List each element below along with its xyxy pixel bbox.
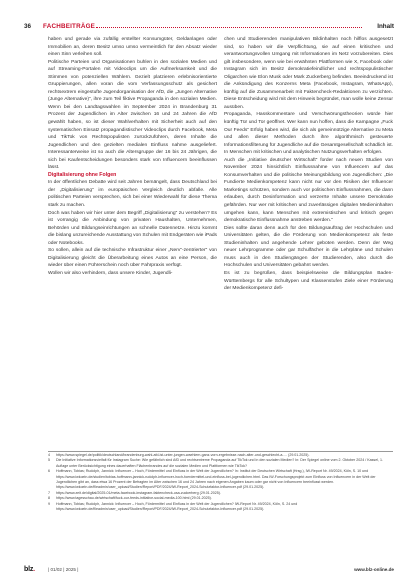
right-column (224, 36, 393, 293)
contents-link[interactable]: Inhalt (377, 23, 394, 30)
paragraph: Es ist zu begrüßen, dass beispielsweise die Bildungsplan Baden-Württembergs für alle Schultypen und Klassenstufen Ziele einer Förderung der Medienkompetenz defi- (224, 270, 393, 292)
footnote-number: 7 (48, 490, 50, 495)
footnote-text[interactable]: https://www.tagesschau.de/wirtschaft/fuck-our-feeds-initiative-social-media-100.html (29.01.2025). (56, 496, 212, 501)
paragraph: So sollen, allein auf die technische Infrastruktur einer „Nerv“-zentrierter“ von Digitalisierung gleicht die Überarbeitung eines Autos an eine Person, die wieder über einen Führerschein noch über Fahrpraxis verfügt. (48, 248, 217, 269)
website-link[interactable]: www.blz-online.de (354, 567, 394, 572)
logo-text: blz (24, 566, 34, 573)
section-title: FACHBEITRÄGE (43, 23, 96, 30)
header-divider (96, 27, 362, 28)
paragraph: chen und Studierenden manipulativen Bildinhalten noch hilflos ausgesetzt sind, so haben wir die Verpflichtung, sie auf einen kritischen und verantwortungsvollen Umgang mit Informationen im Netz vorzubereiten. Dies gilt insbesondere, wenn wie bei erwähnten Plattformen wie X, Facebook oder Instagram sich im Besitz demokratiefeindlicher und rechtspopulistischer Oligarchen wie Elon Musk oder Mark Zuckerberg befinden. Beeindruckend ist die Ankündigung des Konzerns Meta (Facebook, Instagram, WhatsApp), künftig auf die Zusammenarbeit mit Faktencheck-Redaktionen zu verzichten. Diese Entscheidung wird mit dem Hinweis begründet, man wolle keine Zensur ausüben. (224, 37, 393, 110)
page-header (24, 22, 394, 32)
page-number: 36 (24, 23, 32, 30)
subheading: Digitalisierung ohne Folgen (48, 171, 117, 178)
issue-info: | 01/02 | 2025 | (48, 567, 79, 572)
paragraph: Auch die „Initiative deutscher Wirtschaft“ forder nach neuen Studien von November 2024 hinsichtlich Einflussnahme von Influencern auf das Konsumverhalten und die politische Meinungsbildung von Jugendlichen: „Die Fundierte Medienkompetenz kann nicht nur vor den Risiken der Influencer Marketings schützen, sondern auch vor politischen Einflussnahmen, die dann erlauben, durch Desinformation und verzerrte Inhalte unsere Demokratie gefährden. Nur wer mit kritischen und zuverlässigen digitalen Medieninhalten umgehen kann, kann Menschen mit extremistischen und kritisch gegen demokratische Einflussnahme anstreben werden.“ (224, 157, 393, 224)
footnote (48, 469, 393, 485)
footnote-text[interactable]: https://www.iwkoeln.de/fileadmin/user_upload/Studien/Report/PDF/2024/IW-Report_2024-Schutzfaktor-Influencer.pdf (29.01.2025). (56, 507, 265, 512)
paragraph: Dies sollte daran denn auch für den Bildungsauftrag der Hochschulen und Universitäten gelten, die die Förderung von Medienkompetenz als feste Studieninhalten und angehende Lehrer geboten werden. Denn der Weg neuer Lehrprogramme oder gar Schulfächer in die Lehrpläne und Schulen muss auch in den Studiengängen der Studierenden, also durch die Hochschulen und Universitäten gebahnt werden. (224, 225, 393, 269)
footnote-text[interactable]: Hoffmann, Tobias; Rudolph, Jannick: Influencer – Hoch, Fördermittel und Einfluss in der Welt der Jugendlichen? In: Institut der Deutschen Wirtschaft (Hrsg.), IW-Report Nr. 49/2024, Köln, S. 10 und https://www.iwkoeln.de/studien/tobias-hoffmann-jannick-rudolph-influencer-hoch-foerdermittel-und-einfluss-bei-jugendlichen.html. Das IW-Forschungsprojekt zum Einfluss von Influencern in der Welt der Jugendlichen gibt an, dass etwa 16 Prozent der Befragten im Alter zwischen 16 und 24 Jahren nach eigenen Angaben kaum oder gar nicht von Influencern beeinflusst werden. (56, 469, 376, 485)
paragraph: In der öffentlichen Debatte wird seit Jahren bemängelt, dass Deutschland bei der „Digitalisierung“ im europäischen Vergleich deutlich abfalle. Alle politischen Parteien versprechen, sich bei einer Wiederwahl für diese Thema stark zu machen. (48, 180, 217, 209)
paragraph: Doch was haben wir hier unter dem Begriff „Digitalisierung“ zu verstehen? Es ist vorrangig die Anbindung von privaten Haushalten, Unternehmen, Behörden und Bildungseinrichtungen an schnelle Datennetze. Hinzu kommt die bislang unzureichende Ausstattung von Schulen mit Endgeräten wie iPads oder Notebooks. (48, 210, 217, 246)
footnote-number: 5 (48, 458, 50, 463)
footnote-number: 6 (48, 469, 50, 474)
footnote-number: 4 (48, 453, 50, 457)
left-column (48, 36, 217, 278)
footnote-text[interactable]: https://www.iwkoeln.de/fileadmin/user_upload/Studien/Report/PDF/2024/IW-Report_2024-Schutzfaktor-Influencer.pdf (29.01.2025). (56, 485, 265, 490)
footnote-text: Hoffmann, Tobias; Rudolph, Jannick: Influencer – Hoch, Fördermittel und Einfluss in der Welt der Jugendlichen? IW-Report Nr. 49/2024, Köln, S. 24 und (56, 501, 298, 506)
footnote-number: 8 (48, 496, 50, 501)
footnote (48, 507, 393, 512)
footnote-text: Die Initiative Informationsvielfalt für Instagram Suche: Wie gefährlich sind AfD und rechtsextreme Propaganda auf TikTok und in den sozialen Medien? In: Der Spiegel online vom 2. Oktober 2024 / Kassel, 1. Auflage unter Berücksichtigung eines dauerhaften Flächenbrandes auf die sozialen Medien und Plattformen wie TikTok? (56, 458, 384, 468)
page-footer (24, 565, 394, 575)
paragraph: Politische Parteien und Organisationen buhlen in den sozialen Medien und auf Streaming-Portalen mit Videoclips um die Aufmerksamkeit und die Stimmen von potenziellen Wählern. Gezielt platzieren erlebnisorientierte Gruppierungen, allen voran die vom Verfassungsschutz als gesichert rechtsextrem eingestufte Jugendorganisation der AfD, die „Jungen Alternative (Junge Alternative)“, ihre zum Teil fiktive Propaganda in den sozialen Medien. Wenn bei den Landtagswahlen im September 2024 in Brandenburg 31 Prozent der Jugendlichen im Alter zwischen 16 und 24 Jahren die AfD gewählt haben, so ist dieser Wahlverhalten mit Sicherheit auch auf den systematischen Einsatz propagandistischer Videoclips durch Facebook, Meta und TikTok von Rechtspopulisten zurückzuführen, deren Inhalte die Jugendlichen und den gezielten medialen Einfluss nahme ausgeliefert. Interessanterweise ist so auch die Altersgruppe der 16 bis 24 Jährigen, die sich bei Kaufentscheidungen besonders stark von Influencern beeinflussen lässt. (48, 59, 217, 171)
paragraph: Wollen wir also verhindern, dass unsere Kinder, Jugendli- (48, 270, 173, 276)
footnote-number: 9 (48, 501, 50, 506)
footnotes (48, 453, 393, 512)
blz-logo (24, 565, 35, 575)
footnote-divider (48, 451, 393, 452)
logo-dot: . (33, 566, 35, 573)
footnote-text[interactable]: https://www.spiegel.de/politik/deutschland/brandenburg-wahl-afd-ist-unter-jungen-waehlern-ganz-vorn-ergebnisse-nach-alter-und-geschlecht-a-… (29.01.2025). (56, 453, 310, 457)
footnote-text[interactable]: https://www.zeit.de/digital/2025-01/meta-facebook-instagram-faktencheck-usa-zuckerberg (29.01.2025). (56, 490, 221, 495)
footnote (48, 458, 393, 469)
paragraph: haben und gerade via zufällig erstellter Konsumgüter, Geldanlagen oder Immobilien an, deren Besitz umso umso vermeintlich für den Absatz wieder einen Sinn verleihen soll. (48, 37, 217, 58)
paragraph: Propaganda, Hasskommentare und Verschwörungstheorien würde hier künftig Tür und Tor geöffnet. Wer kann nun hoffen, dass die Kampagne „Fuck Our Feeds“ Erfolg haben wird, die sich als gemeinnützige Alternative zu Meta und allen dieser Methoden durch ihre algorithmisch gesteuerte Informationsfilterung für Jugendliche auf die Gesamtgesellschaft schädlich ist. In Menschen mit kritischen und analytischen Nutzungsverhalten erfolgen. (224, 112, 393, 156)
